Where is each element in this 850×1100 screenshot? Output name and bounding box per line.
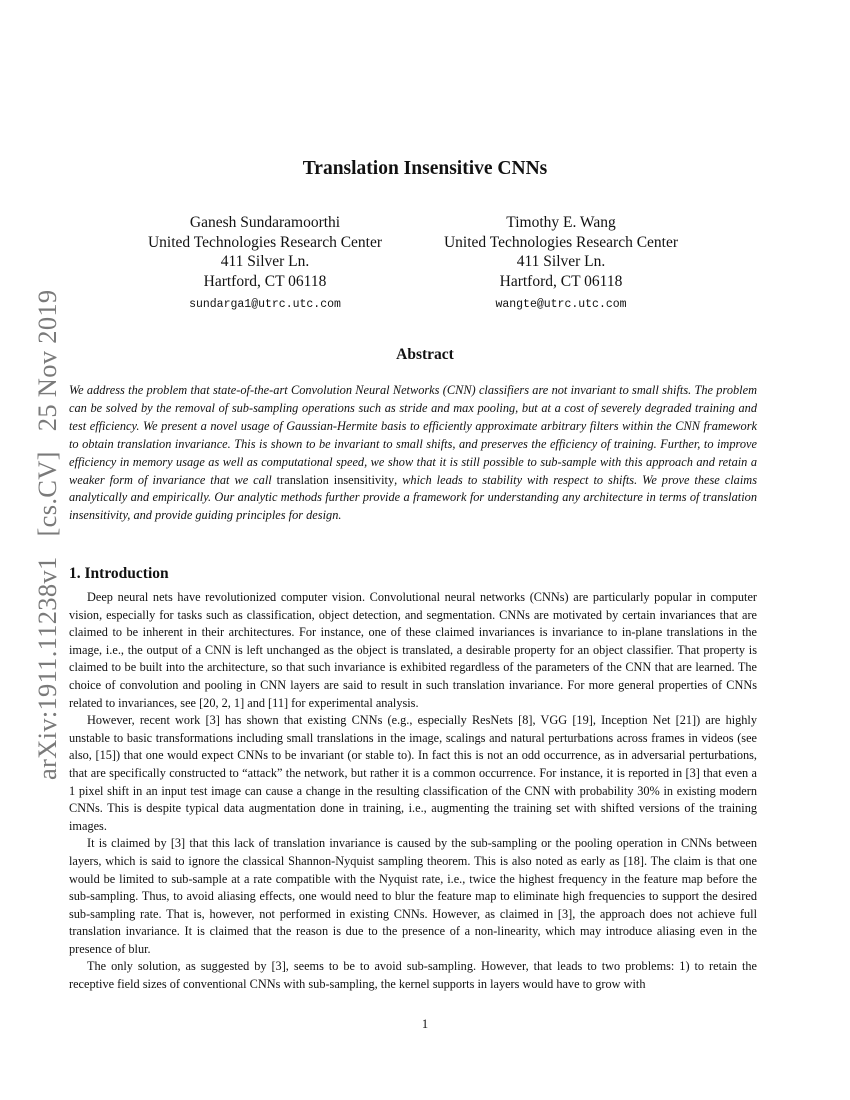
intro-paragraph-3: It is claimed by [3] that this lack of translation invariance is caused by the sub-sampling or the pooling operation in CNNs between layers, which is said to ignore the classical Shannon-Nyquist sampling theorem. This is also noted as early as [18]. The claim is that one would be limited to sub-sample at a rate compatible with the Nyquist rate, i.e., twice the highest frequency in the feature map before the sub-sampling. Thus, to avoid aliasing effects, one would need to blur the feature map to eliminate high frequencies to support the desired sub-sampling rate. That is, however, not performed in existing CNNs. However, as claimed in [3], the approach does not achieve full translation invariance. It is claimed that the reason is due to the presence of a non-linearity, which may introduce aliasing even in the presence of blur. [69, 836, 757, 956]
page-number: 1 [421, 1017, 429, 1031]
abstract-text-part2: , which leads to stability with respect to shifts. We prove these claims analytically and empirically. Our analytic methods further provide a framework for understanding any architecture in terms of translation insensitivity, and provide guiding principles for design. [69, 472, 757, 523]
intro-paragraph-2: However, recent work [3] has shown that existing CNNs (e.g., especially ResNets [8], VGG [19], Inception Net [21]) are highly unstable to basic transformations including small translations in the image, scalings and natural perturbations across frames in videos (see also, [15]) that one would expect CNNs to be invariant (or stable to). In fact this is not an odd occurrence, as in adversarial perturbations, that are specifically constructed to “attack” the network, but rather it is a common occurrence. For instance, it is reported in [3] that even a 1 pixel shift in an input test image can cause a change in the resulting classification of the CNN with probability 30% in existing modern CNNs. This is despite typical data augmentation done in training, i.e., augmenting the training set with shifted versions of the training images. [69, 713, 757, 833]
author-email: wangte@utrc.utc.com [495, 298, 627, 311]
arxiv-date: 25 Nov 2019 [32, 289, 62, 432]
author-affiliation: United Technologies Research Center [147, 233, 383, 251]
author-name: Ganesh Sundaramoorthi [189, 214, 341, 231]
introduction-body [69, 589, 757, 994]
author-street: 411 Silver Ln. [516, 253, 606, 270]
arxiv-id: arXiv:1911.11238v1 [32, 556, 62, 780]
author-email: sundarga1@utrc.utc.com [189, 298, 341, 311]
author-street: 411 Silver Ln. [220, 253, 310, 270]
arxiv-category: [cs.CV] [32, 451, 62, 537]
author-name: Timothy E. Wang [506, 214, 616, 231]
author-block-1 [115, 213, 415, 315]
intro-paragraph-4: The only solution, as suggested by [3], seems to be to avoid sub-sampling. However, that leads to two problems: 1) to retain the receptive field sizes of conventional CNNs with sub-sampling, the kernel supports in layers would have to grow with [69, 959, 757, 992]
abstract-text-part1: We address the problem that state-of-the-art Convolution Neural Networks (CNN) classifiers are not invariant to small shifts. The problem can be solved by the removal of sub-sampling operations such as stride and max pooling, but at a cost of severely degraded training and test efficiency. We present a novel usage of Gaussian-Hermite basis to efficiently approximate arbitrary filters within the CNN framework to obtain translation invariance. This is shown to be invariant to small shifts, and preserves the efficiency of training. Further, to improve efficiency in memory usage as well as computational speed, we show that it is still possible to sub-sample with this approach and retain a weaker form of invariance that we call [69, 383, 757, 487]
intro-paragraph-1: Deep neural nets have revolutionized computer vision. Convolutional neural networks (CNNs) are particularly popular in computer vision, especially for tasks such as classification, object detection, and segmentation. CNNs are motivated by certain invariances that are claimed to be inherent in their architectures. For instance, one of these claimed invariances is invariance to in-plane translations in the image, i.e., the output of a CNN is left unchanged as the object is translated, a desirable property for an object classifier. That property is claimed to be built into the architecture, so that such invariance is exhibited regardless of the parameters of the CNN that are learned. The choice of convolution and pooling in CNN layers are said to result in such translation invariance. For more general properties of CNNs related to invariances, see [20, 2, 1] and [11] for experimental analysis. [69, 590, 757, 710]
author-block-2 [411, 213, 711, 315]
abstract-term: translation insensitivity [276, 472, 395, 487]
abstract-heading: Abstract [396, 346, 454, 363]
author-city: Hartford, CT 06118 [499, 272, 623, 290]
paper-title: Translation Insensitive CNNs [302, 158, 548, 179]
author-city: Hartford, CT 06118 [203, 272, 327, 290]
author-affiliation: United Technologies Research Center [443, 233, 679, 251]
section-heading-introduction: 1. Introduction [69, 565, 169, 582]
abstract-text [69, 382, 757, 525]
